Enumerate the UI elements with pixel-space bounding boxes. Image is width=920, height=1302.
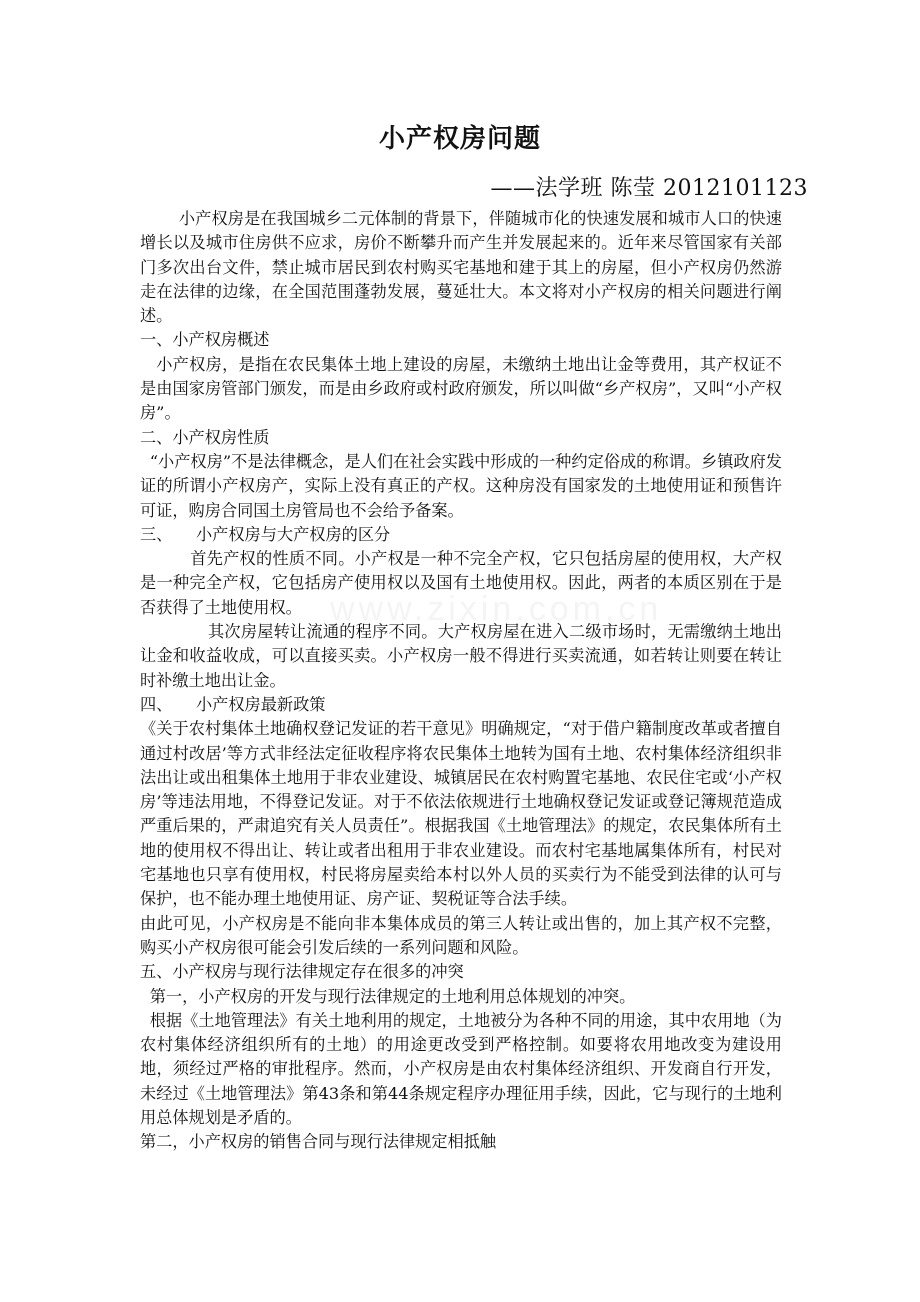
section-heading-1: 一、小产权房概述	[140, 330, 270, 350]
section-3-number: 三、	[140, 524, 173, 544]
section-3-title: 小产权房与大产权房的区分	[196, 524, 391, 544]
section-1-paragraph: 小产权房，是指在农民集体土地上建设的房屋，未缴纳土地出让金等费用，其产权证不是由国家房管部门颁发，而是由乡政府或村政府颁发，所以叫做“乡产权房”，又叫“小产权房”。	[140, 354, 782, 423]
section-3-paragraph-b: 其次房屋转让流通的程序不同。大产权房屋在进入二级市场时，无需缴纳土地出让金和收益收成，可以直接买卖。小产权房一般不得进行买卖流通，如若转让则要在转让时补缴土地出让金。	[140, 622, 782, 690]
section-heading-3	[140, 523, 782, 547]
section-4-paragraph-b: 由此可见，小产权房是不能向非本集体成员的第三人转让或出售的，加上其产权不完整，购买小产权房很可能会引发后续的一系列问题和风险。	[140, 913, 782, 957]
section-5-paragraph-c: 第二，小产权房的销售合同与现行法律规定相抵触	[140, 1132, 497, 1152]
section-heading-4	[140, 693, 782, 717]
section-2-paragraph: “小产权房”不是法律概念，是人们在社会实践中形成的一种约定俗成的称谓。乡镇政府发证的所谓小产权房产，实际上没有真正的产权。这种房没有国家发的土地使用证和预售许可证，购房合同国土房管局也不会给予备案。	[140, 451, 782, 520]
document-title: 小产权房问题	[378, 124, 541, 154]
intro-paragraph: 小产权房是在我国城乡二元体制的背景下，伴随城市化的快速发展和城市人口的快速增长以及城市住房供不应求，房价不断攀升而产生并发展起来的。近年来尽管国家有关部门多次出台文件，禁止城市居民到农村购买宅基地和建于其上的房屋，但小产权房仍然游走在法律的边缘，在全国范围蓬勃发展，蔓延壮大。本文将对小产权房的相关问题进行阐述。	[140, 209, 782, 326]
author-byline: ——法学班 陈莹 2012101123	[490, 176, 808, 201]
section-4-paragraph-a: 《关于农村集体土地确权登记发证的若干意见》明确规定，“对于借户籍制度改革或者擅自通过村改居’等方式非经法定征收程序将农民集体土地转为国有土地、农村集体经济组织非法出让或出租集体土地用于非农业建设、城镇居民在农村购置宅基地、农民住宅或‘小产权房’等违法用地，不得登记发证。对于不依法依规进行土地确权登记发证或登记簿规范造成严重后果的，严肃追究有关人员责任”。根据我国《土地管理法》的规定，农民集体所有土地的使用权不得出让、转让或者出租用于非农业建设。而农村宅基地属集体所有，村民对宅基地也只享有使用权，村民将房屋卖给本村以外人员的买卖行为不能受到法律的认可与保护，也不能办理土地使用证、房产证、契税证等合法手续。	[140, 719, 782, 909]
section-4-number: 四、	[140, 694, 173, 714]
section-5-paragraph-a: 第一，小产权房的开发与现行法律规定的土地利用总体规划的冲突。	[149, 986, 636, 1006]
section-5-paragraph-b: 根据《土地管理法》有关土地利用的规定，土地被分为各种不同的用途，其中农用地（为农村集体经济组织所有的土地）的用途更改受到严格控制。如要将农用地改变为建设用地，须经过严格的审批程序。然而，小产权房是由农村集体经济组织、开发商自行开发，未经过《土地管理法》第43条和第44条规定程序办理征用手续，因此，它与现行的土地利用总体规划是矛盾的。	[140, 1010, 782, 1127]
section-3-paragraph-a: 首先产权的性质不同。小产权是一种不完全产权，它只包括房屋的使用权，大产权是一种完全产权，它包括房产使用权以及国有土地使用权。因此，两者的本质区别在于是否获得了土地使用权。	[140, 549, 782, 617]
document-body	[140, 207, 782, 1155]
section-heading-2: 二、小产权房性质	[140, 427, 270, 447]
section-4-title: 小产权房最新政策	[196, 694, 326, 714]
section-heading-5: 五、小产权房与现行法律规定存在很多的冲突	[140, 962, 464, 982]
